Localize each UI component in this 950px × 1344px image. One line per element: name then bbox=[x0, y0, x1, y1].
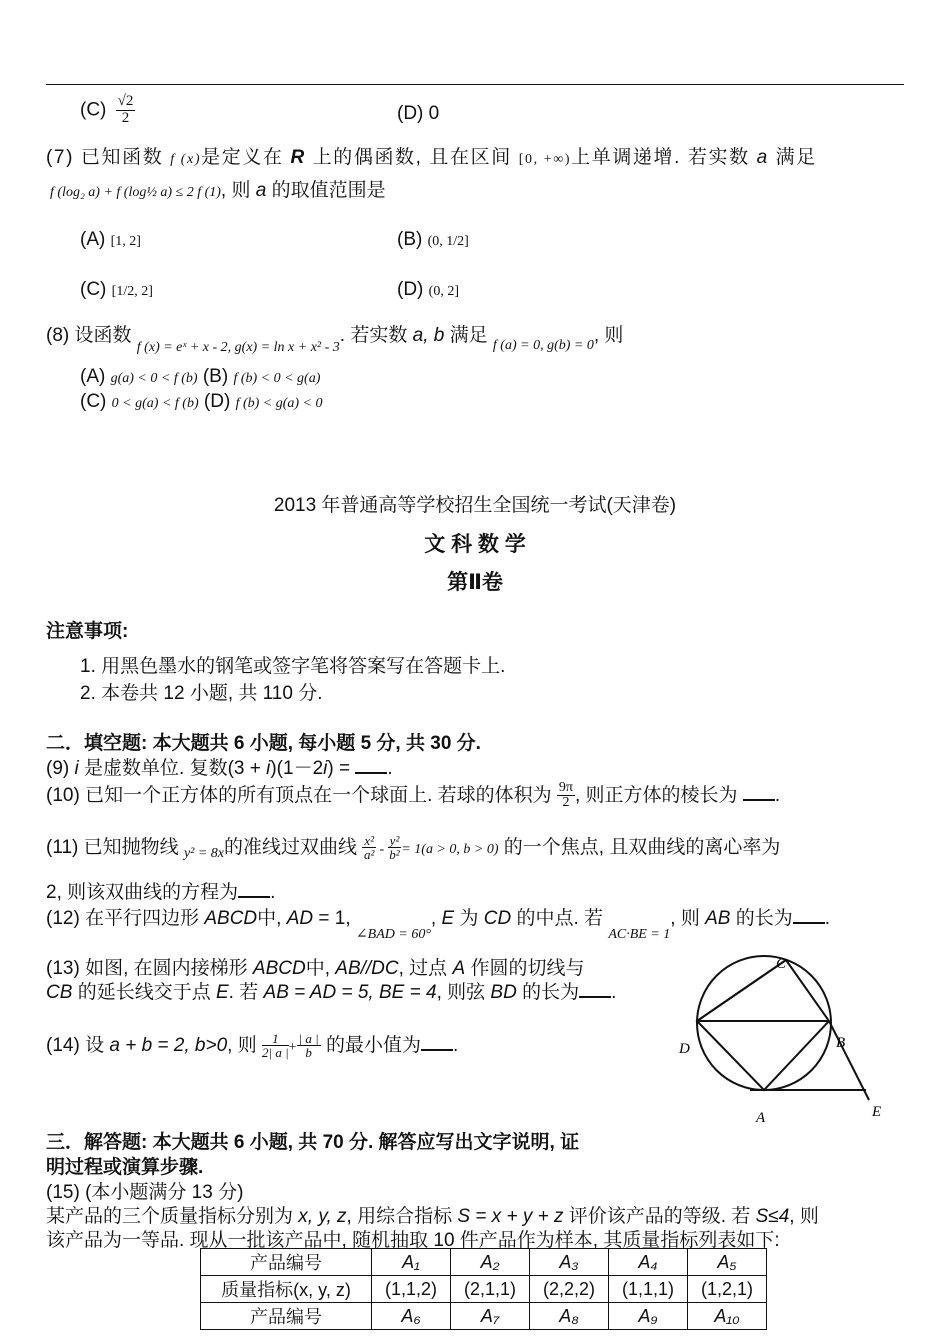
q11-text-3: 的一个焦点, 且双曲线的离心率为 bbox=[503, 837, 781, 858]
q15-text-2: , 用综合指标 bbox=[346, 1206, 453, 1227]
q8-functions: f (x) = eˣ + x - 2, g(x) = ln x + x² - 3 bbox=[136, 340, 340, 355]
q8-option-a-label: (A) bbox=[80, 366, 106, 387]
q7-stem-7: 的取值范围是 bbox=[271, 180, 386, 201]
q10-answer-blank[interactable] bbox=[743, 798, 775, 801]
q9-i: i bbox=[74, 758, 79, 779]
exam-part: 第Ⅱ卷 bbox=[447, 571, 503, 594]
q7-option-d-value: (0, 2] bbox=[428, 284, 459, 299]
q15-text-3: 评价该产品的等级. 若 bbox=[568, 1206, 751, 1227]
q12-text-2: 中, bbox=[257, 908, 282, 929]
q6-option-c-den: 2 bbox=[121, 109, 130, 126]
q15-heading: (15) (本小题满分 13 分) bbox=[46, 1182, 244, 1203]
q9-end: . bbox=[387, 758, 393, 779]
q13-a: A bbox=[452, 958, 466, 979]
q14-frac-1 bbox=[262, 1032, 289, 1060]
q6-option-c-label: (C) bbox=[80, 99, 107, 121]
q12-text-7: , 则 bbox=[670, 908, 700, 929]
q8-option-d-label: (D) bbox=[203, 391, 231, 412]
q7-condition-line bbox=[50, 175, 386, 202]
q12-text-5: 为 bbox=[459, 908, 479, 929]
q12-text-6: 的中点. 若 bbox=[516, 908, 604, 929]
top-rule bbox=[46, 84, 904, 85]
q15-s-formula: S = x + y + z bbox=[457, 1206, 564, 1227]
q12-dot-product: AC·BE = 1 bbox=[608, 927, 671, 942]
q7-option-c-value: [1/2, 2] bbox=[111, 284, 153, 299]
q12-text-1: (12) 在平行四边形 bbox=[46, 908, 200, 929]
q8-condition: f (a) = 0, g(b) = 0 bbox=[492, 338, 594, 353]
figure-extension-be bbox=[829, 1021, 869, 1100]
q8-stem bbox=[46, 320, 624, 355]
q13-text-6: . 若 bbox=[228, 982, 259, 1003]
q11-text-1: (11) 已知抛物线 bbox=[46, 837, 179, 858]
q7-option-c bbox=[80, 279, 153, 301]
q7-option-c-label: (C) bbox=[80, 279, 107, 300]
q7-option-a-value: [1, 2] bbox=[110, 234, 141, 249]
q11-frac-1 bbox=[362, 834, 376, 862]
q13-figure bbox=[676, 952, 896, 1132]
notes-item-2: 2. 本卷共 12 小题, 共 110 分. bbox=[80, 683, 323, 704]
q9-i-3: i bbox=[323, 758, 328, 779]
table-cell: (1,1,1) bbox=[609, 1276, 688, 1303]
table-row bbox=[201, 1303, 767, 1330]
table-cell: (2,2,2) bbox=[530, 1276, 609, 1303]
exam-subject: 文 科 数 学 bbox=[424, 533, 526, 556]
q6-option-d-value: 0 bbox=[428, 103, 440, 124]
notes-item-1: 1. 用黑色墨水的钢笔或签字笔将答案写在答题卡上. bbox=[80, 656, 506, 677]
q7-stem-5: 满足 bbox=[775, 147, 817, 168]
q13-e: E bbox=[215, 982, 229, 1003]
q14-num-2: | a | bbox=[298, 1030, 319, 1046]
q6-option-c bbox=[80, 94, 135, 127]
figure-label-d: D bbox=[679, 1041, 690, 1057]
q14-den-2: b bbox=[305, 1045, 312, 1061]
q7-option-b-value: (0, 1/2] bbox=[427, 234, 469, 249]
q14-num-1: 1 bbox=[262, 1032, 289, 1047]
figure-label-b: B bbox=[836, 1035, 846, 1051]
q8-option-a-value: g(a) < 0 < f (b) bbox=[110, 371, 198, 386]
q13-ab-dc: AB//DC bbox=[335, 958, 399, 979]
q11-text-4: 2, 则该双曲线的方程为 bbox=[46, 882, 239, 903]
section-3-heading-line-2: 明过程或演算步骤. bbox=[46, 1157, 204, 1178]
table-row bbox=[201, 1276, 767, 1303]
q11-den-1: a² bbox=[363, 847, 375, 863]
q14-frac-2 bbox=[297, 1032, 321, 1060]
q13-line-2 bbox=[46, 977, 616, 1004]
q8-stem-1: (8) 设函数 bbox=[46, 325, 132, 346]
table-cell: A₄ bbox=[609, 1249, 688, 1276]
q11-frac-2 bbox=[388, 834, 402, 862]
q9-i-2: i bbox=[266, 758, 271, 779]
q8-option-b-value: f (b) < 0 < g(a) bbox=[233, 371, 321, 386]
q10-text-2: , 则正方体的棱长为 bbox=[575, 785, 743, 806]
q9-text-3: ) = bbox=[327, 758, 356, 779]
q15-paragraph-line-1 bbox=[46, 1201, 819, 1228]
q14-answer-blank[interactable] bbox=[421, 1048, 453, 1051]
q11-num-2: y² bbox=[389, 832, 400, 848]
section-3-heading-line-1: 三．解答题: 本大题共 6 小题, 共 70 分. 解答应写出文字说明, 证 bbox=[46, 1132, 580, 1153]
q13-text-8: 的长为 bbox=[522, 982, 580, 1003]
q9-answer-blank[interactable] bbox=[355, 771, 387, 774]
q13-bd: BD bbox=[490, 982, 517, 1003]
q12-text-3: = 1, bbox=[318, 908, 351, 929]
q14 bbox=[46, 1030, 458, 1060]
q11-hyperbola-rest: = 1(a > 0, b > 0) bbox=[401, 842, 499, 857]
q10-num: 9π bbox=[558, 779, 573, 795]
q11-end: . bbox=[270, 882, 276, 903]
q11-num-1: x² bbox=[364, 832, 374, 848]
q12-angle: ∠BAD = 60° bbox=[355, 927, 431, 942]
q10-text-1: (10) 已知一个正方体的所有顶点在一个球面上. 若球的体积为 bbox=[46, 785, 552, 806]
q15-text-1: 某产品的三个质量指标分别为 bbox=[46, 1206, 294, 1227]
q7-option-b-label: (B) bbox=[397, 229, 423, 250]
figure-label-c: C bbox=[776, 956, 787, 972]
q10-fraction bbox=[557, 781, 575, 811]
q11-den-2: b² bbox=[389, 847, 400, 863]
q12-abcd: ABCD bbox=[204, 908, 258, 929]
q7-stem-2: 是定义在 bbox=[201, 147, 284, 168]
q10-end: . bbox=[774, 785, 781, 806]
q15-xyz: x, y, z bbox=[298, 1206, 347, 1227]
q13-text-4: 作圆的切线与 bbox=[470, 958, 585, 979]
q6-option-d bbox=[397, 103, 439, 125]
q15-text-4: , 则 bbox=[789, 1206, 819, 1227]
q7-option-a bbox=[80, 229, 141, 251]
q12-text-8: 的长为 bbox=[735, 908, 793, 929]
q12-answer-blank[interactable] bbox=[793, 921, 825, 924]
table-row-header: 产品编号 bbox=[201, 1249, 372, 1276]
section-2-heading: 二．填空题: 本大题共 6 小题, 每小题 5 分, 共 30 分. bbox=[46, 733, 481, 754]
q14-text-1: (14) 设 bbox=[46, 1035, 105, 1056]
q10 bbox=[46, 780, 780, 811]
q7-option-d bbox=[397, 279, 459, 301]
q8-options-row2 bbox=[80, 391, 323, 413]
q14-den-1: 2| a | bbox=[262, 1045, 289, 1061]
q8-option-c-value: 0 < g(a) < f (b) bbox=[111, 396, 199, 411]
q12-ad: AD bbox=[286, 908, 314, 929]
q7-condition: f (log₂ a) + f (log½ a) ≤ 2 f (1) bbox=[50, 185, 221, 200]
table-cell: A₃ bbox=[530, 1249, 609, 1276]
q7-R: R bbox=[290, 147, 306, 168]
q15-table bbox=[200, 1248, 767, 1330]
q14-condition: a + b = 2, b>0 bbox=[109, 1035, 228, 1056]
q13-line-1 bbox=[46, 953, 584, 980]
q12-end: . bbox=[824, 908, 831, 929]
q11-line-2 bbox=[46, 877, 275, 904]
q7-a: a bbox=[756, 147, 769, 168]
figure-chord-dc bbox=[697, 960, 786, 1021]
exam-title: 2013 年普通高等学校招生全国统一考试(天津卷) bbox=[273, 495, 677, 516]
q12-text-4: , bbox=[430, 908, 437, 929]
table-cell: A₆ bbox=[372, 1303, 451, 1330]
q11-parabola: y² = 8x bbox=[183, 846, 225, 861]
table-cell: (1,2,1) bbox=[688, 1276, 767, 1303]
q14-plus: + bbox=[288, 1040, 297, 1055]
table-cell: A₅ bbox=[688, 1249, 767, 1276]
table-row bbox=[201, 1249, 767, 1276]
q7-stem-6: , 则 bbox=[220, 180, 251, 201]
q14-end: . bbox=[453, 1035, 459, 1056]
q13-lengths: AB = AD = 5, BE = 4 bbox=[263, 982, 437, 1003]
q13-text-2: 中, bbox=[305, 958, 330, 979]
q12-ab: AB bbox=[705, 908, 731, 929]
q7-interval: [0, +∞) bbox=[518, 152, 572, 167]
table-cell: A₂ bbox=[451, 1249, 530, 1276]
q13-text-1: (13) 如图, 在圆内接梯形 bbox=[46, 958, 248, 979]
q7-option-b bbox=[397, 229, 469, 251]
q7-a-2: a bbox=[255, 180, 267, 201]
q11-text-2: 的准线过双曲线 bbox=[224, 837, 358, 858]
q11-answer-blank[interactable] bbox=[238, 895, 270, 898]
q13-answer-blank[interactable] bbox=[579, 995, 611, 998]
table-row-header: 质量指标(x, y, z) bbox=[201, 1276, 372, 1303]
q6-option-c-num: √2 bbox=[117, 93, 134, 109]
q8-stem-3: 满足 bbox=[449, 325, 488, 346]
q15-s-condition: S≤4 bbox=[755, 1206, 790, 1227]
q8-ab: a, b bbox=[412, 325, 445, 346]
q12-cd: CD bbox=[483, 908, 512, 929]
table-cell: (1,1,2) bbox=[372, 1276, 451, 1303]
q8-options-row1 bbox=[80, 366, 320, 388]
q7-option-a-label: (A) bbox=[80, 229, 106, 250]
q7-stem-3: 上的偶函数, 且在区间 bbox=[312, 147, 512, 168]
table-row-header: 产品编号 bbox=[201, 1303, 372, 1330]
q8-option-c-label: (C) bbox=[80, 391, 107, 412]
q10-den: 2 bbox=[562, 795, 570, 811]
q8-stem-2: . 若实数 bbox=[339, 325, 408, 346]
table-cell: A₉ bbox=[609, 1303, 688, 1330]
table-cell: A₁₀ bbox=[688, 1303, 767, 1330]
notes-heading: 注意事项: bbox=[46, 621, 129, 642]
q13-text-3: , 过点 bbox=[398, 958, 448, 979]
q13-cb: CB bbox=[46, 982, 73, 1003]
table-cell: A₈ bbox=[530, 1303, 609, 1330]
q6-option-c-fraction bbox=[116, 94, 136, 127]
q13-text-7: , 则弦 bbox=[436, 982, 486, 1003]
table-cell: A₁ bbox=[372, 1249, 451, 1276]
q9-text-1: 是虚数单位. 复数(3 + bbox=[84, 758, 267, 779]
q9-text-2: )(1－2 bbox=[270, 758, 324, 779]
table-cell: A₇ bbox=[451, 1303, 530, 1330]
q11-minus: - bbox=[376, 842, 388, 857]
q7-option-d-label: (D) bbox=[397, 279, 424, 300]
q15-paragraph-line-2: 该产品为一等品. 现从一批该产品中, 随机抽取 10 件产品作为样本, 其质量指标列表如下: bbox=[46, 1230, 780, 1251]
q13-abcd: ABCD bbox=[252, 958, 306, 979]
figure-label-e: E bbox=[872, 1104, 882, 1120]
q13-text-5: 的延长线交于点 bbox=[77, 982, 211, 1003]
q14-text-2: , 则 bbox=[227, 1035, 257, 1056]
q14-text-3: 的最小值为 bbox=[326, 1035, 422, 1056]
q8-option-d-value: f (b) < g(a) < 0 bbox=[235, 396, 323, 411]
table-cell: (2,1,1) bbox=[451, 1276, 530, 1303]
q7-stem-1: (7) 已知函数 bbox=[46, 147, 164, 168]
figure-label-a: A bbox=[756, 1110, 766, 1126]
q7-fx: f (x) bbox=[170, 152, 202, 167]
q8-stem-4: , 则 bbox=[593, 325, 624, 346]
q6-option-d-label: (D) bbox=[397, 103, 424, 124]
q13-end: . bbox=[611, 982, 617, 1003]
q12-e: E bbox=[441, 908, 455, 929]
q9: (9) i 是虚数单位. 复数(3 + i)(1－2i) = . bbox=[46, 758, 393, 779]
q11-line-1 bbox=[46, 832, 780, 862]
q7-stem-4: 上单调递增. 若实数 bbox=[571, 147, 750, 168]
q7-stem bbox=[46, 142, 817, 169]
q8-option-b-label: (B) bbox=[202, 366, 229, 387]
